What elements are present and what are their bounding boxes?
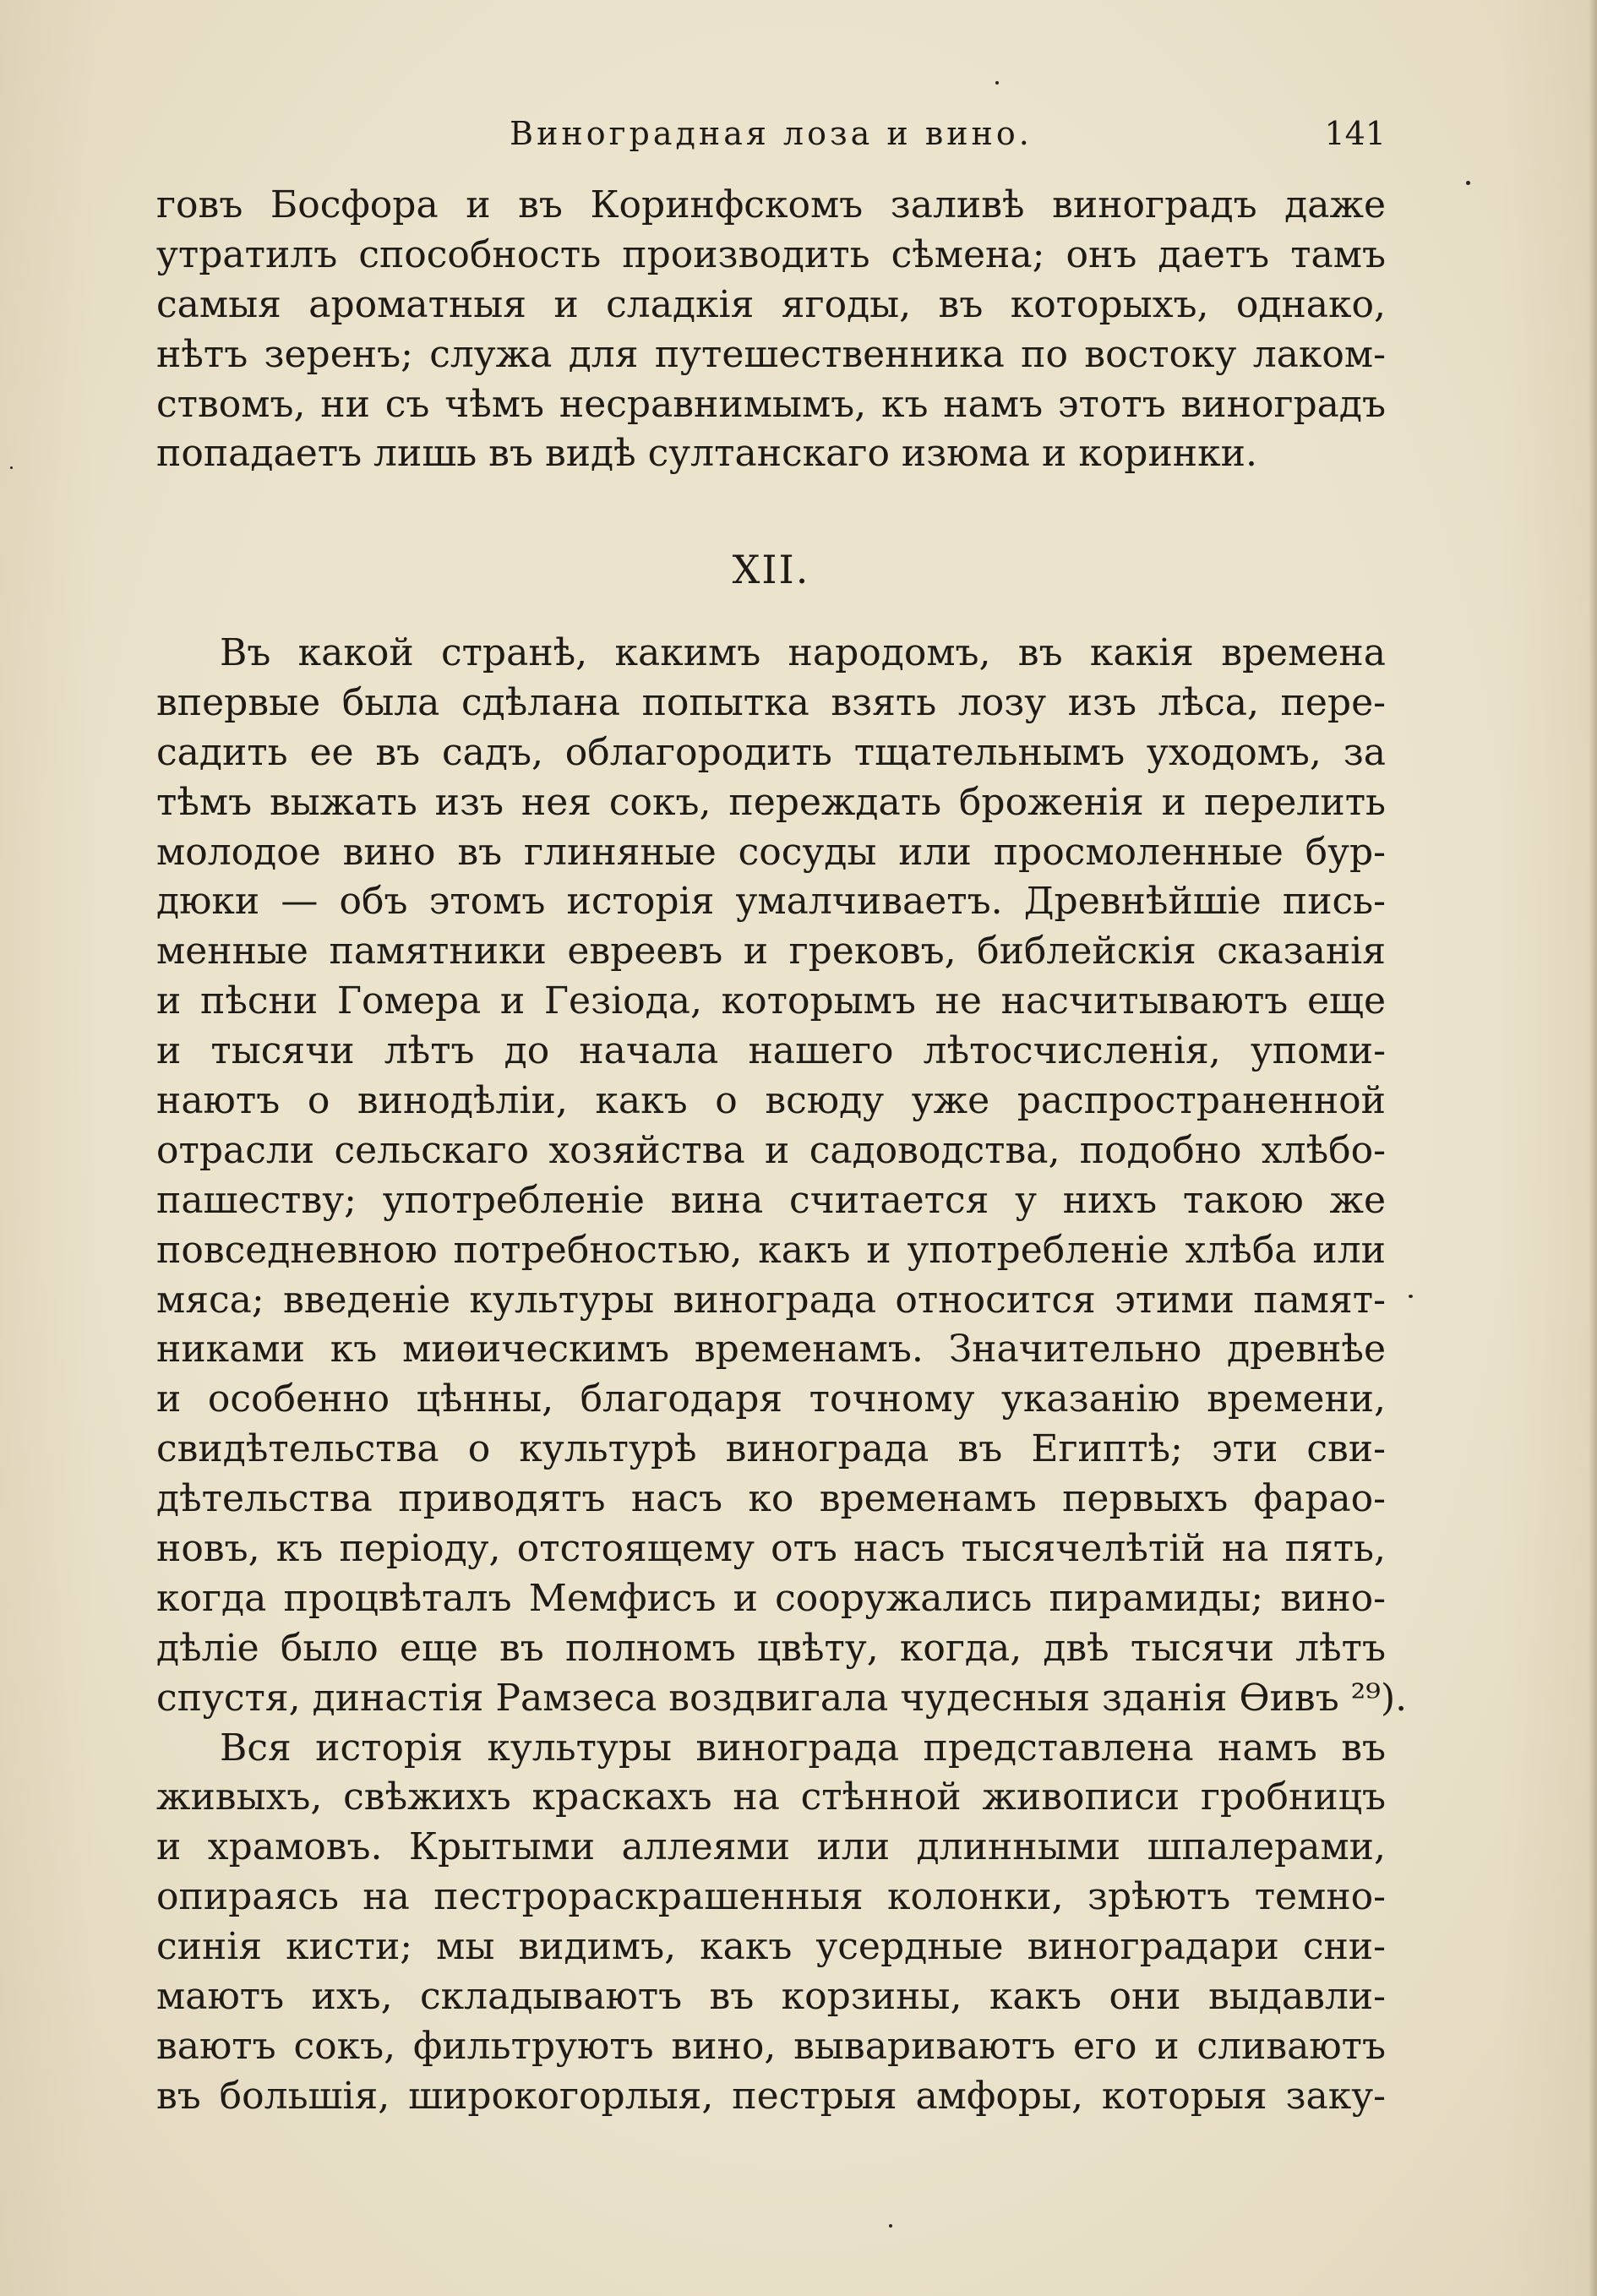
text-line: свидѣтельства о культурѣ винограда въ Египтѣ; эти сви- xyxy=(156,1427,1386,1471)
running-head xyxy=(156,108,1386,159)
text-line: нѣтъ зеренъ; служа для путешественника по востоку лаком- xyxy=(156,332,1386,376)
text-line: тѣмъ выжать изъ нея сокъ, переждать броженія и перелить xyxy=(156,780,1386,824)
text-line: и тысячи лѣтъ до начала нашего лѣтосчисленія, упоми- xyxy=(156,1029,1386,1073)
text-line: новъ, къ періоду, отстоящему отъ насъ тысячелѣтій на пять, xyxy=(156,1527,1386,1571)
text-line: попадаетъ лишь въ видѣ султанскаго изюма и коринки. xyxy=(156,432,1257,476)
text-line: ствомъ, ни съ чѣмъ несравнимымъ, къ намъ этотъ виноградъ xyxy=(156,382,1386,426)
text-line: маютъ ихъ, складываютъ въ корзины, какъ они выдавли- xyxy=(156,1975,1386,2019)
text-line: самыя ароматныя и сладкія ягоды, въ которыхъ, однако, xyxy=(156,282,1386,326)
paper-speck xyxy=(1466,181,1470,185)
running-title: Виноградная лоза и вино. xyxy=(510,115,1033,152)
text-line: мяса; введеніе культуры винограда относится этими памят- xyxy=(156,1278,1386,1322)
text-line: дѣтельства приводятъ насъ ко временамъ первыхъ фарао- xyxy=(156,1477,1386,1521)
text-line: Вся исторія культуры винограда представлена намъ въ xyxy=(220,1726,1386,1770)
page-edge-shadow xyxy=(1589,0,1597,2296)
section-heading: XII. xyxy=(732,547,810,592)
text-line: повседневною потребностью, какъ и употребленіе хлѣба или xyxy=(156,1228,1386,1272)
paper-speck xyxy=(10,466,13,469)
text-line: въ большія, широкогорлыя, пестрыя амфоры, которыя заку- xyxy=(156,2074,1386,2118)
text-line: утратилъ способность производить сѣмена; онъ даетъ тамъ xyxy=(156,232,1386,276)
text-line: впервые была сдѣлана попытка взять лозу изъ лѣса, пере- xyxy=(156,680,1386,724)
text-line: говъ Босфора и въ Коринфскомъ заливѣ виноградъ даже xyxy=(156,183,1386,226)
text-line: когда процвѣталъ Мемфисъ и сооружались пирамиды; вино- xyxy=(156,1576,1386,1620)
text-line: наютъ о винодѣліи, какъ о всюду уже распространенной xyxy=(156,1079,1386,1123)
text-line: дѣліе было еще въ полномъ цвѣту, когда, двѣ тысячи лѣтъ xyxy=(156,1626,1386,1670)
paper-speck xyxy=(889,2224,892,2228)
text-line: менные памятники евреевъ и грековъ, библейскія сказанія xyxy=(156,930,1386,973)
paragraph-continued xyxy=(156,181,1386,479)
text-line: опираясь на пестрораскрашенныя колонки, зрѣютъ темно- xyxy=(156,1875,1386,1919)
text-line: Въ какой странѣ, какимъ народомъ, въ какія времена xyxy=(220,631,1386,674)
text-line: и пѣсни Гомера и Гезіода, которымъ не насчитываютъ еще xyxy=(156,979,1386,1023)
text-line: и особенно цѣнны, благодаря точному указанію времени, xyxy=(156,1377,1386,1421)
text-line: никами къ миѳическимъ временамъ. Значительно древнѣе xyxy=(156,1328,1386,1372)
page-number: 141 xyxy=(1324,115,1386,152)
text-line: молодое вино въ глиняные сосуды или просмоленные бур- xyxy=(156,830,1386,874)
text-line: живыхъ, свѣжихъ краскахъ на стѣнной живописи гробницъ xyxy=(156,1775,1386,1819)
section-body xyxy=(156,629,1408,2122)
paper-speck xyxy=(1409,1295,1413,1298)
text-line: спустя, династія Рамзеса воздвигала чудесныя зданія Ѳивъ ²⁹). xyxy=(156,1676,1408,1720)
text-line: и храмовъ. Крытыми аллеями или длинными шпалерами, xyxy=(156,1825,1386,1869)
text-line: синія кисти; мы видимъ, какъ усердные виноградари сни- xyxy=(156,1925,1386,1969)
text-line: отрасли сельскаго хозяйства и садоводства, подобно хлѣбо- xyxy=(156,1128,1386,1172)
text-line: пашеству; употребленіе вина считается у нихъ такою же xyxy=(156,1178,1386,1222)
text-line: ваютъ сокъ, фильтруютъ вино, вывариваютъ его и сливаютъ xyxy=(156,2024,1386,2068)
text-line: дюки — объ этомъ исторія умалчиваетъ. Древнѣйшіе пись- xyxy=(156,880,1386,924)
paper-speck xyxy=(995,81,999,85)
text-line: садить ее въ садъ, облагородить тщательнымъ уходомъ, за xyxy=(156,730,1386,774)
